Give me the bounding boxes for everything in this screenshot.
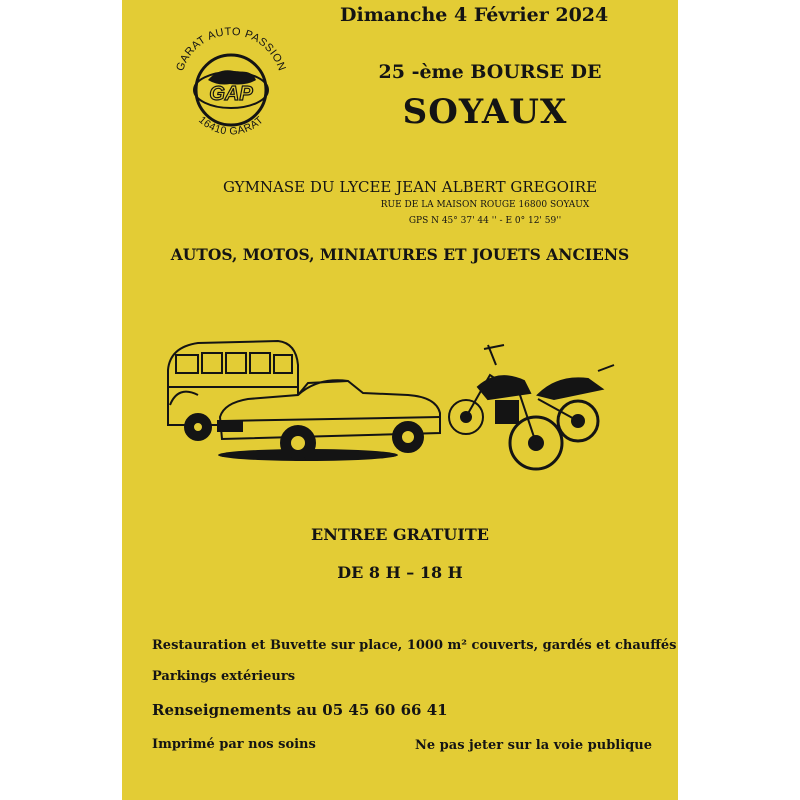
disposal-notice: Ne pas jeter sur la voie publique [415, 738, 652, 753]
club-logo [160, 14, 302, 156]
contact-info: Renseignements au 05 45 60 66 41 [152, 701, 448, 719]
logo-ring-top: GARAT AUTO PASSION [174, 25, 288, 73]
event-city: SOYAUX [402, 92, 568, 132]
venue-gps: GPS N 45° 37' 44 '' - E 0° 12' 59'' [408, 216, 562, 226]
motorcycle-icon [449, 345, 562, 469]
event-date: Dimanche 4 Février 2024 [340, 4, 609, 26]
amenities-line: Restauration et Buvette sur place, 1000 m² couverts, gardés et chauffés [152, 638, 677, 653]
opening-hours: DE 8 H – 18 H [337, 563, 463, 582]
printed-by: Imprimé par nos soins [152, 737, 316, 752]
logo-monogram: GAP [209, 83, 253, 105]
motorcycle-icon [538, 365, 614, 441]
event-edition: 25 -ème BOURSE DE [378, 61, 602, 83]
logo-ring-bottom: 16410 GARAT [196, 113, 266, 138]
parking-line: Parkings extérieurs [152, 669, 296, 684]
venue-address: RUE DE LA MAISON ROUGE 16800 SOYAUX [380, 200, 590, 210]
vintage-vehicles-illustration [158, 325, 646, 480]
event-poster [122, 0, 678, 800]
event-topics: AUTOS, MOTOS, MINIATURES ET JOUETS ANCIENS [170, 245, 630, 264]
venue-name: GYMNASE DU LYCEE JEAN ALBERT GREGOIRE [222, 178, 598, 196]
entry-fee: ENTREE GRATUITE [311, 525, 489, 544]
